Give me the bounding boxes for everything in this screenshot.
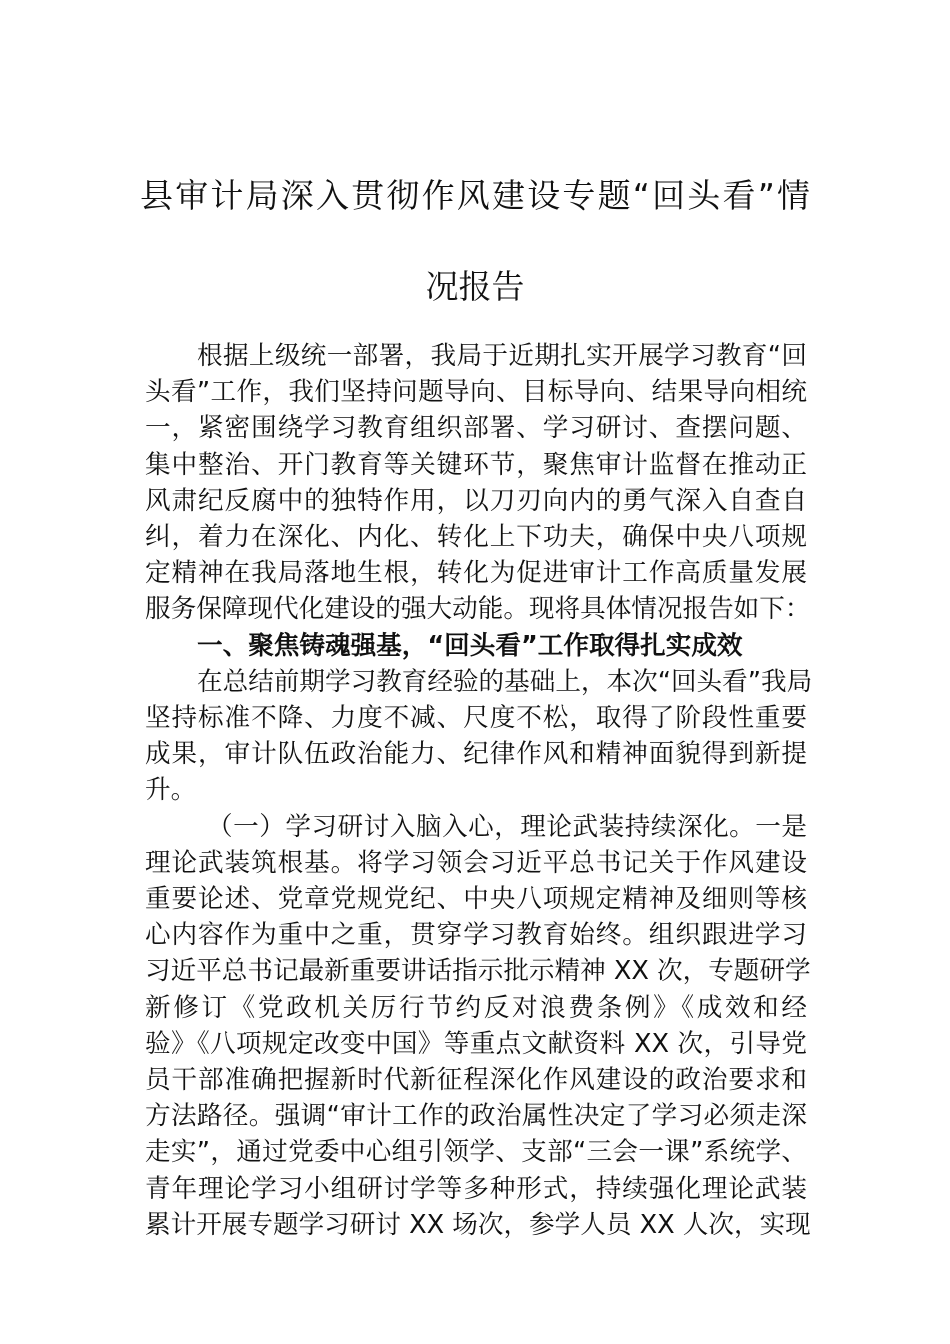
text-line: 一，紧密围绕学习教育组织部署、学习研讨、查摆问题、 [145,413,807,444]
document-title [140,150,810,332]
text-line: 纠，着力在深化、内化、转化上下功夫，确保中央八项规 [145,522,807,553]
text-line: 服务保障现代化建设的强大动能。现将具体情况报告如下： [145,594,811,625]
text-line: 青年理论学习小组研讨学等多种形式，持续强化理论武装 [145,1173,807,1204]
text-line: 在总结前期学习教育经验的基础上，本次“回头看”我局 [197,666,813,697]
text-line: 心内容作为重中之重，贯穿学习教育始终。组织跟进学习 [145,920,807,951]
text-line: 定精神在我局落地生根，转化为促进审计工作高质量发展 [145,558,807,589]
document-body [145,338,813,1243]
text-line: 集中整治、开门教育等关键环节，聚焦审计监督在推动正 [145,449,807,480]
text-line: 走实”，通过党委中心组引领学、支部“三会一课”系统学、 [145,1137,807,1168]
text-line: 根据上级统一部署，我局于近期扎实开展学习教育“回 [197,341,807,371]
subsection-line: （一）学习研讨入脑入心，理论武装持续深化。一是 [207,811,807,842]
title-line: 况报告 [425,267,525,306]
text-line: 习近平总书记最新重要讲话指示批示精神 XX 次，专题研学 [145,956,811,987]
text-line: 重要论述、党章党规党纪、中央八项规定精神及细则等核 [145,884,807,915]
text-line: 成果，审计队伍政治能力、纪律作风和精神面貌得到新提 [145,739,807,770]
text-line: 累计开展专题学习研讨 XX 场次，参学人员 XX 人次，实现 [145,1209,811,1240]
text-line: 验》《八项规定改变中国》等重点文献资料 XX 次，引导党 [145,1028,807,1059]
text-line: 坚持标准不降、力度不减、尺度不松，取得了阶段性重要 [145,703,807,734]
text-line: 风肃纪反腐中的独特作用，以刀刃向内的勇气深入自查自 [145,485,807,516]
paragraph [145,809,811,1243]
text-line: 员干部准确把握新时代新征程深化作风建设的政治要求和 [145,1065,807,1096]
text-line: 方法路径。强调“审计工作的政治属性决定了学习必须走深 [145,1101,807,1132]
intro-paragraph [145,338,811,628]
section-heading: 一、聚焦铸魂强基，“回头看”工作取得扎实成效 [197,630,743,661]
text-line: 理论武装筑根基。将学习领会习近平总书记关于作风建设 [145,847,807,878]
text-line: 头看”工作，我们坚持问题导向、目标导向、结果导向相统 [145,377,807,408]
text-line: 新修订《党政机关厉行节约反对浪费条例》《成效和经 [145,992,807,1023]
text-line: 升。 [145,775,197,806]
title-line: 县审计局深入贯彻作风建设专题“回头看”情 [140,176,810,215]
paragraph [145,664,813,809]
